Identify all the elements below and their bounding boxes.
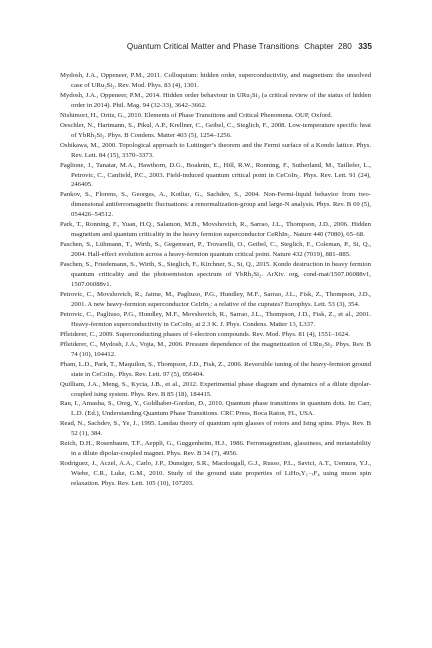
chapter-label: Chapter bbox=[304, 42, 334, 51]
running-header bbox=[0, 42, 372, 51]
running-title: Quantum Critical Matter and Phase Transitions bbox=[126, 42, 299, 51]
reference-entry: Oeschler, N., Hartmann, S., Pikul, A.P., Krellner, C., Geibel, C., Steglich, F., 2008. Low-temperature specific heat of YbRh₂Si₂. Phys. B Condens. Matter 403 (5), 1254–1256. bbox=[60, 121, 371, 139]
reference-entry: Mydosh, J.A., Oppeneer, P.M., 2011. Colloquium: hidden order, superconductivity, and magnetism: the unsolved case of URu₂Si₂. Rev. Mod. Phys. 83 (4), 1301. bbox=[60, 72, 371, 89]
reference-entry: Paglione, J., Tanatar, M.A., Hawthorn, D.G., Boaknin, E., Hill, R.W., Ronning, F., Sutherland, M., Taillefer, L., Petrovic, C., Canfield, P.C., 2003. Field-induced quantum critical point in CeCoIn₅. Phys. Rev. Lett. 91 (24), 246405. bbox=[60, 161, 371, 189]
chapter-number: 280 bbox=[338, 42, 352, 51]
reference-entry: Petrovic, C., Pagliuso, P.G., Hundley, M.F., Movshovich, R., Sarrao, J.L., Thompson, J.D., Fisk, Z., et al., 2001. Heavy-fermion superconductivity in CeCoIn₅ at 2.3 K. J. Phys. Condens. Matter 13, L337. bbox=[60, 310, 371, 328]
reference-entry: Pfleiderer, C., Mydosh, J.A., Vojta, M., 2006. Pressure dependence of the magnetization of URu₂Si₂. Phys. Rev. B 74 (10), 104412. bbox=[60, 340, 371, 358]
reference-entry: Pfleiderer, C., 2009. Superconducting phases of f-electron compounds. Rev. Mod. Phys. 81 (4), 1551–1624. bbox=[60, 330, 350, 338]
reference-entry: Rodriguez, J., Aczel, A.A., Carlo, J.P., Dunsiger, S.R., Macdougall, G.J., Russo, P.L., Savici, A.T., Uemura, Y.J., Wiebe, C.R., Luke, G.M., 2010. Study of the ground state properties of LiHoₓY₁₋ₓF₄ using muon spin relaxation. Phys. Rev. Lett. 105 (10), 107203. bbox=[60, 460, 371, 488]
reference-entry: Paschen, S., Lühmann, T., Wirth, S., Gegenwart, P., Trovarelli, O., Geibel, C., Steglich, F., Coleman, P., Si, Q., 2004. Hall-effect evolution across a heavy-fermion quantum critical point. Nature 432 (7019), 881–885. bbox=[60, 241, 371, 259]
reference-list bbox=[60, 71, 371, 489]
page-number: 335 bbox=[358, 42, 372, 51]
reference-entry: Read, N., Sachdev, S., Ye, J., 1995. Landau theory of quantum spin glasses of rotors and Ising spins. Phys. Rev. B 52 (1), 384. bbox=[60, 420, 371, 438]
reference-entry: Petrovic, C., Movshovich, R., Jaime, M., Pagliuso, P.G., Hundley, M.F., Sarrao, J.L., Fisk, Z., Thompson, J.D., 2001. A new heavy-fermion superconductor CeIrIn₅: a relative of the cuprates? Europhys. Lett. 53 (3), 354. bbox=[60, 290, 371, 308]
reference-entry: Mydosh, J.A., Oppeneer, P.M., 2014. Hidden order behaviour in URu₂Si₂ (a critical review of the status of hidden order in 2014). Phil. Mag. 94 (32-33), 3642–3662. bbox=[60, 91, 371, 109]
reference-entry: Pankov, S., Florens, S., Georges, A., Kotliar, G., Sachdev, S., 2004. Non-Fermi-liquid behavior from two-dimensional antiferromagnetic fluctuations: a renormalization-group and large-N analysis. Phys. Rev. B 69 (5), 054426–54512. bbox=[60, 191, 371, 219]
reference-entry: Paschen, S., Friedemann, S., Wirth, S., Steglich, F., Kirchner, S., Si, Q., 2015. Kondo destruction in heavy fermion quantum criticality and the photoemission spectrum of YbRh₂Si₂. ArXiv. org, cond-mat/1507.06088v1, 1507.06088v1. bbox=[60, 261, 371, 289]
reference-entry: Oshikawa, M., 2000. Topological approach to Luttinger’s theorem and the Fermi surface of a Kondo lattice. Phys. Rev. Lett. 84 (15), 3370–3373. bbox=[60, 141, 371, 159]
reference-entry: Reich, D.H., Rosenbaum, T.F., Aeppli, G., Guggenheim, H.J., 1986. Ferromagnetism, glassiness, and metastability in a dilute dipolar-coupled magnet. Phys. Rev. B 34 (7), 4956. bbox=[60, 440, 371, 458]
reference-entry: Quilliam, J.A., Meng, S., Kycia, J.B., et al., 2012. Experimental phase diagram and dynamics of a dilute dipolar-coupled ising system. Phys. Rev. B 85 (18), 184415. bbox=[60, 380, 371, 398]
reference-entry: Nishimori, H., Ortiz, G., 2010. Elements of Phase Transitions and Critical Phenomena. OUP, Oxford. bbox=[60, 111, 333, 119]
reference-entry: Park, T., Ronning, F., Yuan, H.Q., Salamon, M.B., Movshovich, R., Sarrao, J.L., Thompson, J.D., 2006. Hidden magnetism and quantum criticality in the heavy fermion superconductor CeRhIn₅. Nature 440 (7080), 65–68. bbox=[60, 221, 371, 239]
reference-entry: Pham, L.D., Park, T., Maquilon, S., Thompson, J.D., Fisk, Z., 2006. Reversible tuning of the heavy-fermion ground state in CeCoIn₅. Phys. Rev. Lett. 97 (5), 056404. bbox=[60, 360, 371, 378]
reference-entry: Rau, I., Amasha, S., Oreg, Y., Goldhaber-Gordon, D., 2010. Quantum phase transitions in quantum dots. In: Carr, L.D. (Ed.), Understanding Quantum Phase Transitions. CRC Press, Boca Raton, FL, USA. bbox=[60, 400, 371, 418]
